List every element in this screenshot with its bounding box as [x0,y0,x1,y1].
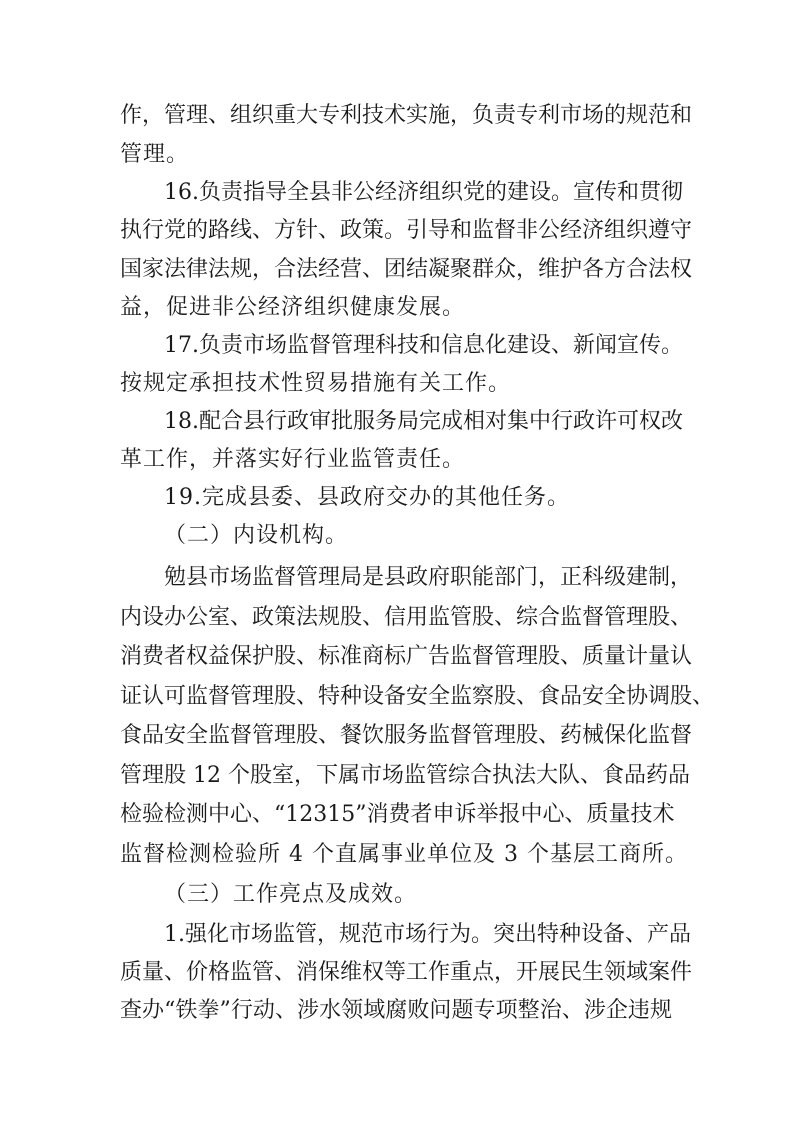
text-line: 18.配合县行政审批服务局完成相对集中行政许可权改 [164,409,683,434]
text-line: 按规定承担技术性贸易措施有关工作。 [120,371,512,396]
text-line: 内设办公室、政策法规股、信用监管股、综合监督管理股、 [120,605,693,630]
text-line: 监督检测检验所 4 个直属事业单位及 3 个基层工商所。 [120,842,688,867]
text-line: 革工作，并落实好行业监管责任。 [120,447,466,472]
text-line: 16.负责指导全县非公经济组织党的建设。宣传和贯彻 [164,180,683,205]
text-line: 益，促进非公经济组织健康发展。 [120,295,466,320]
text-line: 勉县市场监督管理局是县政府职能部门，正科级建制， [164,565,693,590]
text-line: 检验检测中心、“12315”消费者申诉举报中心、质量技术 [120,802,675,827]
section-heading: （二）内设机构。 [164,523,349,548]
text-line: 管理股 12 个股室，下属市场监管综合执法大队、食品药品 [120,763,690,788]
text-line: 查办“铁拳”行动、涉水领域腐败问题专项整治、涉企违规 [120,998,672,1023]
text-line: 19.完成县委、县政府交办的其他任务。 [164,485,570,510]
section-heading: （三）工作亮点及成效。 [164,882,418,907]
text-line: 证认可监督管理股、特种设备安全监察股、食品安全协调股、 [120,684,715,709]
text-line: 17.负责市场监督管理科技和信息化建设、新闻宣传。 [164,333,683,358]
text-line: 国家法律法规，合法经营、团结凝聚群众，维护各方合法权 [120,257,693,282]
text-line: 消费者权益保护股、标准商标广告监督管理股、质量计量认 [120,644,693,669]
text-line: 1.强化市场监管，规范市场行为。突出特种设备、产品 [164,922,691,947]
text-line: 作，管理、组织重大专利技术实施，负责专利市场的规范和 [120,103,693,128]
text-line: 执行党的路线、方针、政策。引导和监督非公经济组织遵守 [120,218,693,243]
text-line: 食品安全监督管理股、餐饮服务监督管理股、药械保化监督 [120,723,693,748]
text-line: 质量、价格监管、消保维权等工作重点，开展民生领域案件 [120,960,693,985]
text-line: 管理。 [120,142,190,167]
